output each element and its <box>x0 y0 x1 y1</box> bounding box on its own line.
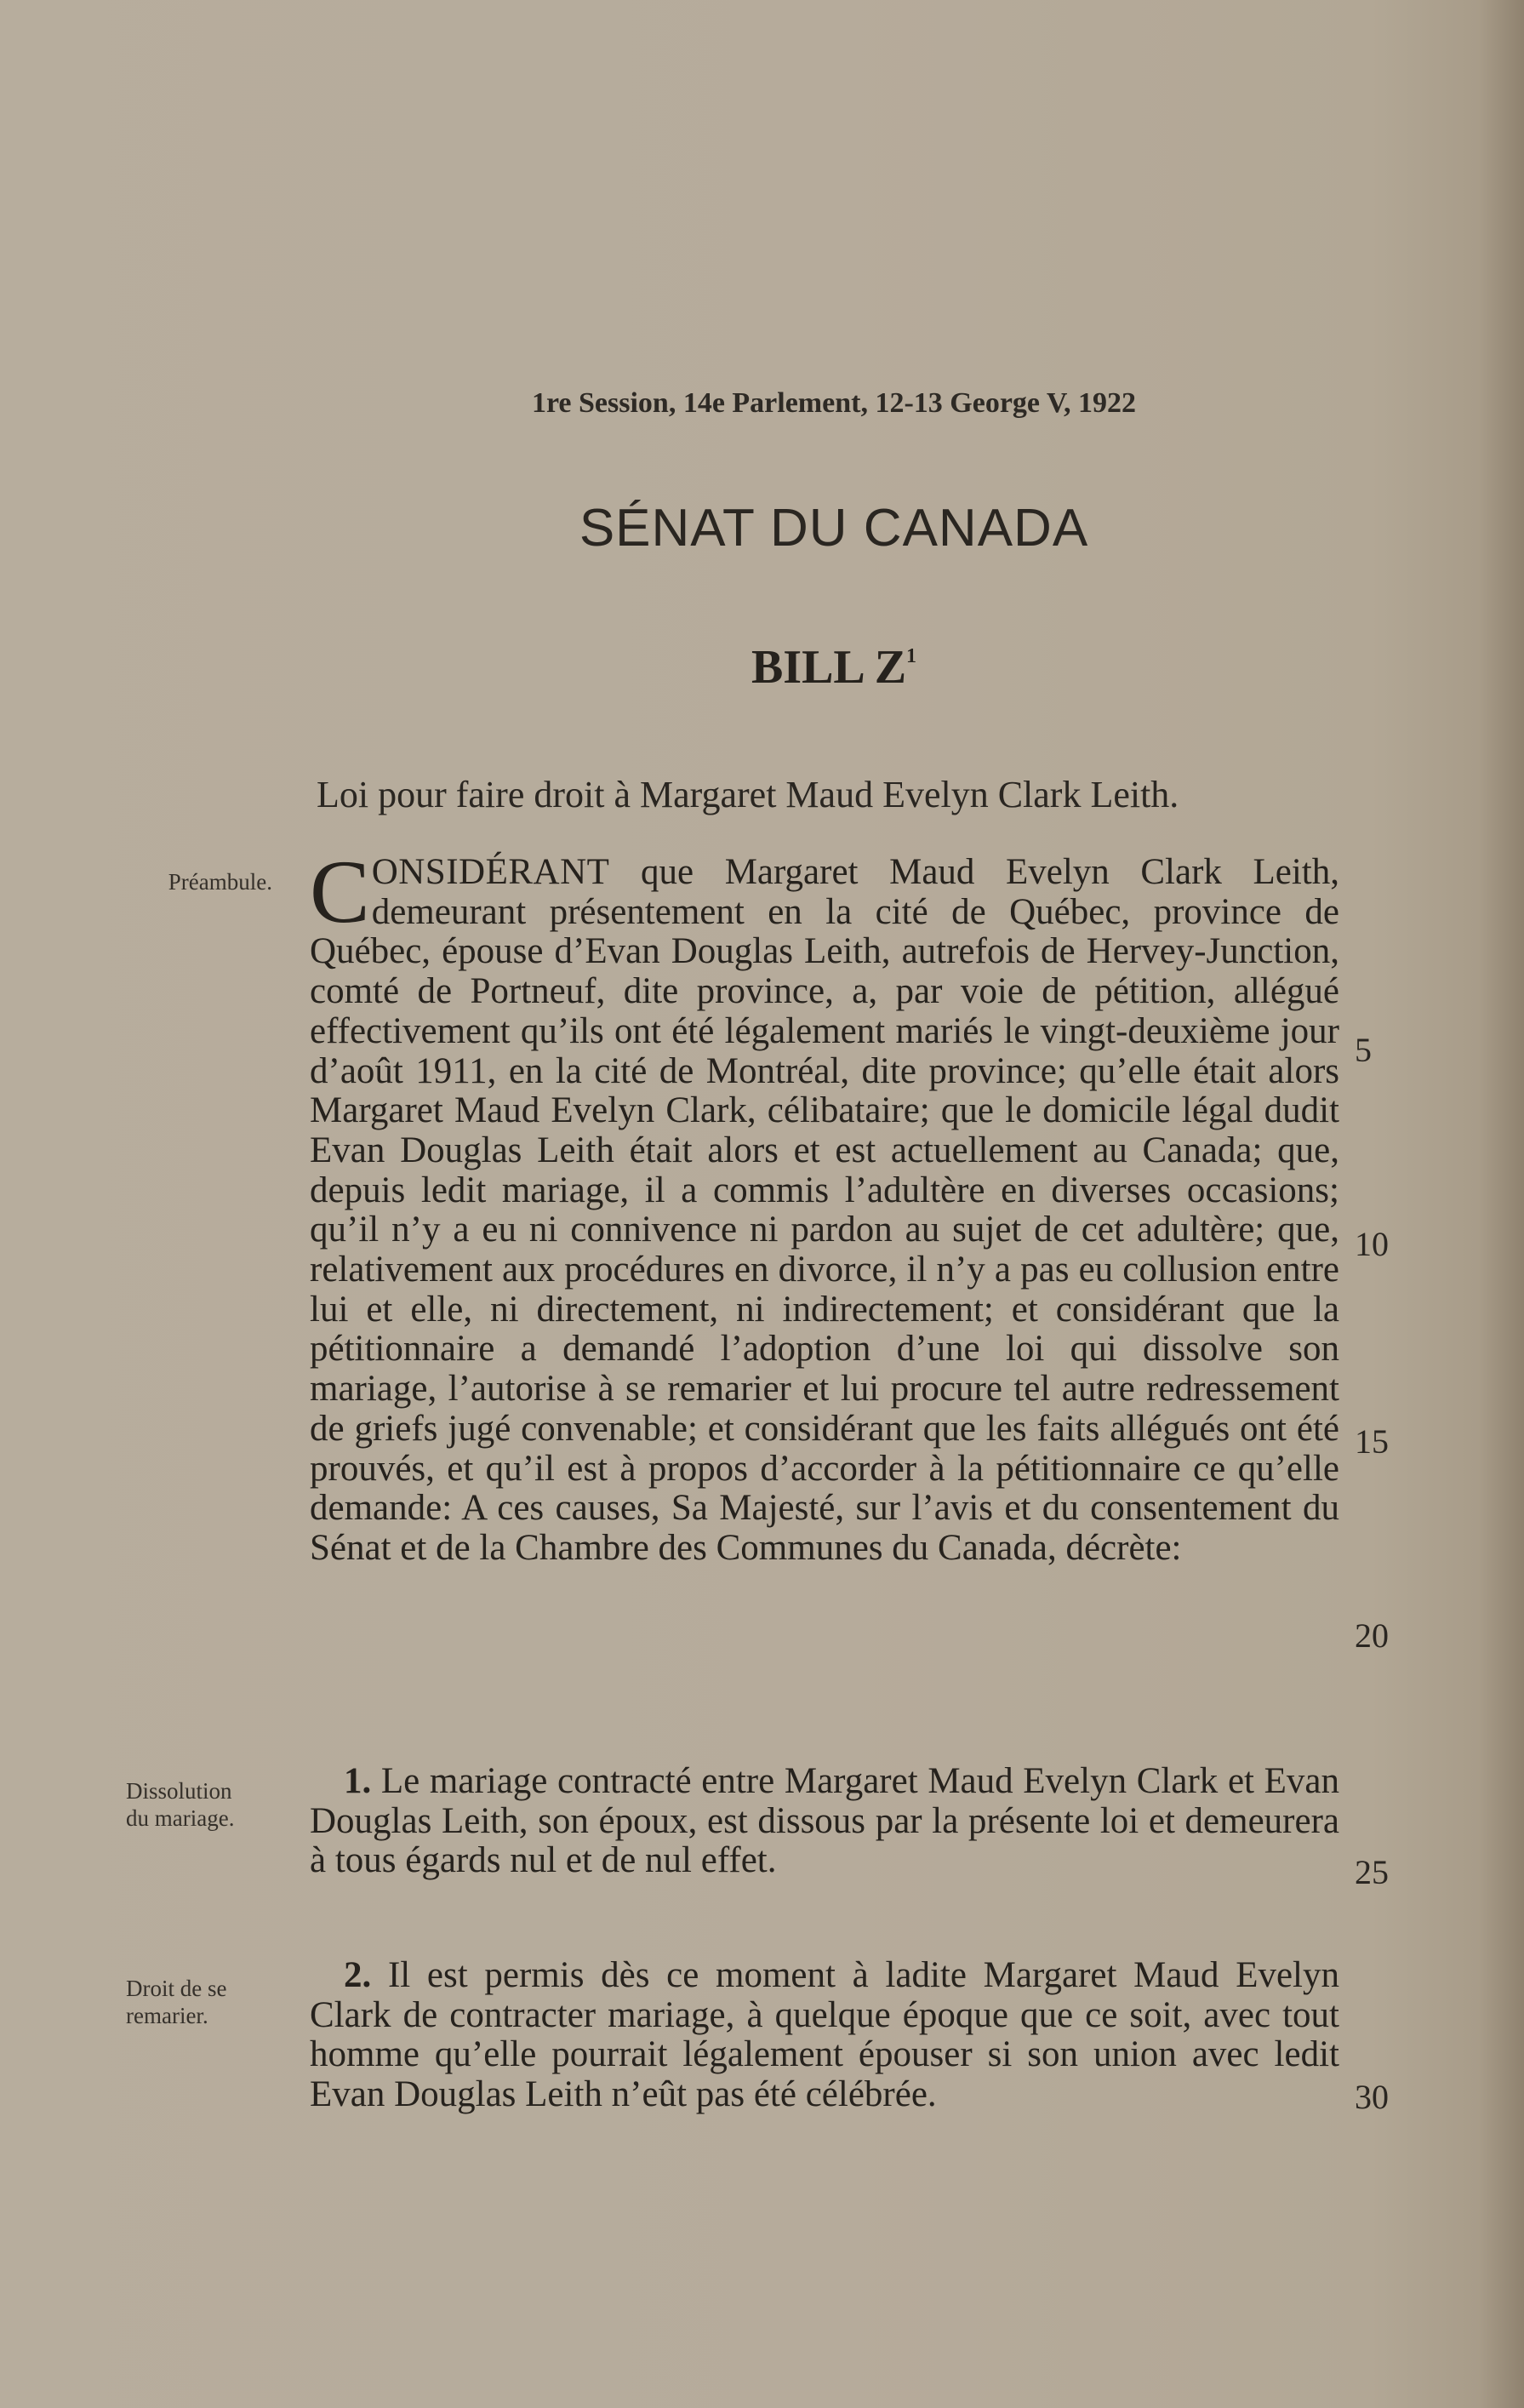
section-1-number: 1. <box>344 1761 372 1801</box>
preamble-text: que Margaret Maud Evelyn Clark Leith, demeurant présentement en la cité de Québec, province de Québec, épouse d’Evan Douglas Leith, autrefois de Hervey-Junction, comté de Portneuf, dite province, a, par voie de pétition, allégué effectivement qu’ils ont été légalement mariés le vingt-deuxième jour d’août 1911, en la cité de Montréal, dite province; qu’elle était alors Margaret Maud Evelyn Clark, célibataire; que le domicile légal dudit Evan Douglas Leith était alors et est actuellement au Canada; que, depuis ledit mariage, il a commis l’adultère en diverses occasions; qu’il n’y a eu ni connivence ni pardon au sujet de cet adultère; que, relativement aux procédures en divorce, il n’y a pas eu collusion entre lui et elle, ni directement, ni indirectement; et considérant que la pétitionnaire a demandé l’adoption d’une loi qui dissolve son mariage, l’autorise à se remarier et lui procure tel autre redressement de griefs jugé convenable; et considérant que les faits allégués ont été prouvés, et qu’il est à propos d’accorder à la pétitionnaire ce qu’elle demande: A ces causes, Sa Majesté, sur l’avis et du consentement du Sénat et de la Chambre des Communes du Canada, décrète: <box>310 852 1339 1568</box>
margin-note-dissolution-line1: Dissolution <box>126 1778 232 1804</box>
section-1-text: Le mariage contracté entre Margaret Maud Evelyn Clark et Evan Douglas Leith, son époux, est dissous par la présente loi et demeurera à tous égards nul et de nul effet. <box>310 1761 1339 1881</box>
margin-note-remarry-line2: remarier. <box>126 2003 208 2028</box>
preamble-lead-word: ONSIDÉRANT <box>371 852 610 892</box>
margin-note-remarry <box>126 1975 313 2029</box>
bill-label: BILL Z <box>751 641 907 694</box>
margin-note-remarry-line1: Droit de se <box>126 1976 227 2001</box>
line-number: 20 <box>1355 1616 1389 1655</box>
section-2-text: Il est permis dès ce moment à ladite Margaret Maud Evelyn Clark de contracter mariage, à quelque époque que ce soit, avec tout homme qu’elle pourrait légalement épouser si son union avec ledit Evan Douglas Leith n’eût pas été célébrée. <box>310 1955 1339 2115</box>
margin-note-dissolution <box>126 1777 313 1832</box>
preamble-paragraph <box>310 842 1339 1569</box>
line-number: 10 <box>1355 1225 1389 1263</box>
bill-title <box>0 640 1524 695</box>
session-header: 1re Session, 14e Parlement, 12-13 George V, 1922 <box>531 387 1137 419</box>
margin-note-dissolution-line2: du mariage. <box>126 1805 235 1831</box>
section-2-paragraph <box>310 1956 1339 2115</box>
line-number: 5 <box>1355 1031 1372 1069</box>
line-number: 25 <box>1355 1853 1389 1891</box>
line-number: 30 <box>1355 2078 1389 2116</box>
section-1-paragraph <box>310 1762 1339 1881</box>
line-number: 15 <box>1355 1422 1389 1461</box>
bill-superscript: 1 <box>906 645 917 667</box>
section-2-number: 2. <box>344 1955 372 1995</box>
bill-subtitle: Loi pour faire droit à Margaret Maud Evelyn Clark Leith. <box>317 774 1179 815</box>
margin-note-preamble: Préambule. <box>168 869 272 895</box>
chamber-title: SÉNAT DU CANADA <box>579 499 1089 558</box>
drop-cap: C <box>310 842 370 941</box>
